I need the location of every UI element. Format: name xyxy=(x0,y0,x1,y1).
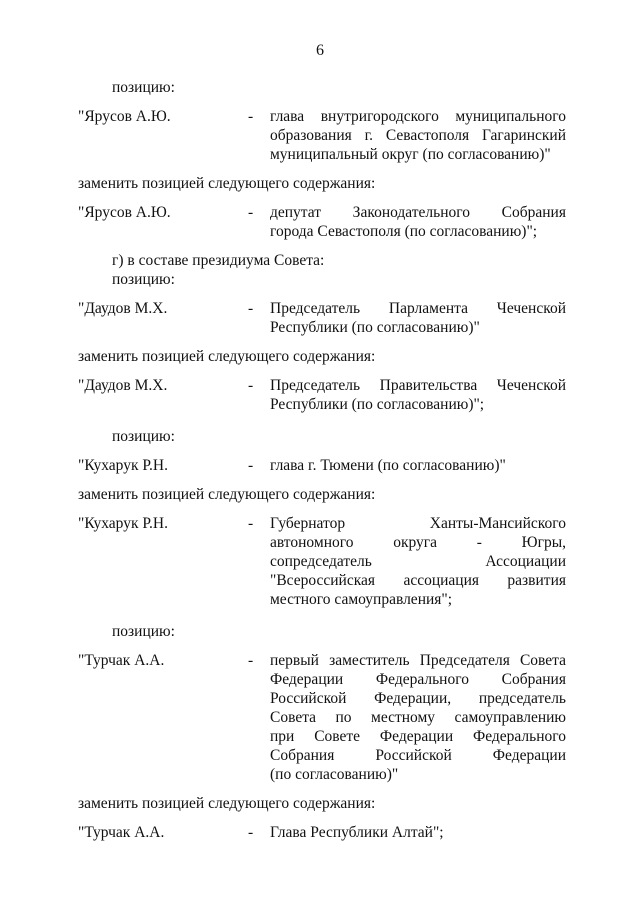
entry-line: первый заместитель Председателя Совета xyxy=(270,652,566,669)
entry-description xyxy=(270,651,566,784)
paragraph-position-label: позицию: xyxy=(112,623,175,640)
entry-line: Российской Федерации, председатель xyxy=(270,690,566,707)
entry-name: "Даудов М.Х. xyxy=(78,377,168,394)
entry-line: Совета по местному самоуправлению xyxy=(270,709,566,726)
entry-dash: - xyxy=(248,824,254,841)
entry-line: глава внутригородского муниципального xyxy=(270,108,566,125)
entry-line: Председатель Правительства Чеченской xyxy=(270,377,566,394)
entry-line: сопредседатель Ассоциации xyxy=(270,553,566,570)
entry-line: (по согласованию)" xyxy=(270,766,399,783)
entry-dash: - xyxy=(248,377,254,394)
entry-dash: - xyxy=(248,652,254,669)
entry-line: Председатель Парламента Чеченской xyxy=(270,300,566,317)
paragraph-replace-label: заменить позицией следующего содержания: xyxy=(78,486,376,503)
entry-name: "Турчак А.А. xyxy=(78,652,165,669)
entry-line: депутат Законодательного Собрания xyxy=(270,204,566,221)
paragraph-replace-label: заменить позицией следующего содержания: xyxy=(78,795,376,812)
entry-kukharuk-new xyxy=(78,514,566,609)
paragraph-replace-label: заменить позицией следующего содержания: xyxy=(78,348,376,365)
entry-line: образования г. Севастополя Гагаринский xyxy=(270,127,566,144)
paragraph-replace-label: заменить позицией следующего содержания: xyxy=(78,175,376,192)
entry-line: при Совете Федерации Федерального xyxy=(270,728,566,745)
document-body xyxy=(78,70,566,842)
entry-name: "Даудов М.Х. xyxy=(78,300,168,317)
entry-line: Федерации Федерального Собрания xyxy=(270,671,566,688)
paragraph-subsection-g: г) в составе президиума Совета: xyxy=(112,252,325,269)
entry-name: "Кухарук Р.Н. xyxy=(78,457,169,474)
entry-yarusov-old xyxy=(78,107,566,164)
entry-line: Республики (по согласованию)"; xyxy=(270,396,485,413)
entry-description xyxy=(270,107,566,164)
entry-description xyxy=(270,456,566,475)
entry-line: Республики (по согласованию)" xyxy=(270,319,480,336)
entry-line: глава г. Тюмени (по согласованию)" xyxy=(270,457,506,474)
entry-name: "Ярусов А.Ю. xyxy=(78,108,171,125)
entry-line: автономного округа - Югры, xyxy=(270,534,566,551)
entry-description xyxy=(270,299,566,337)
page-number: 6 xyxy=(316,42,324,59)
entry-line: города Севастополя (по согласованию)"; xyxy=(270,223,538,240)
entry-turchak-old xyxy=(78,651,566,784)
entry-kukharuk-old xyxy=(78,456,566,475)
entry-line: местного самоуправления"; xyxy=(270,591,453,608)
entry-dash: - xyxy=(248,108,254,125)
entry-description xyxy=(270,376,566,414)
entry-dash: - xyxy=(248,204,254,221)
entry-daudov-old xyxy=(78,299,566,337)
entry-daudov-new xyxy=(78,376,566,414)
paragraph-position-label: позицию: xyxy=(112,271,175,288)
entry-description xyxy=(270,823,566,842)
entry-name: "Ярусов А.Ю. xyxy=(78,204,171,221)
entry-description xyxy=(270,514,566,609)
entry-line: Собрания Российской Федерации xyxy=(270,747,566,764)
paragraph-position-label: позицию: xyxy=(112,79,175,96)
entry-yarusov-new xyxy=(78,203,566,241)
entry-dash: - xyxy=(248,515,254,532)
entry-turchak-new xyxy=(78,823,566,842)
entry-name: "Кухарук Р.Н. xyxy=(78,515,169,532)
entry-dash: - xyxy=(248,300,254,317)
entry-dash: - xyxy=(248,457,254,474)
entry-name: "Турчак А.А. xyxy=(78,824,165,841)
entry-line: муниципальный округ (по согласованию)" xyxy=(270,146,551,163)
paragraph-position-label: позицию: xyxy=(112,428,175,445)
entry-line: Губернатор Ханты-Мансийского xyxy=(270,515,566,532)
entry-line: "Всероссийская ассоциация развития xyxy=(270,572,566,589)
entry-line: Глава Республики Алтай"; xyxy=(270,824,444,841)
entry-description xyxy=(270,203,566,241)
